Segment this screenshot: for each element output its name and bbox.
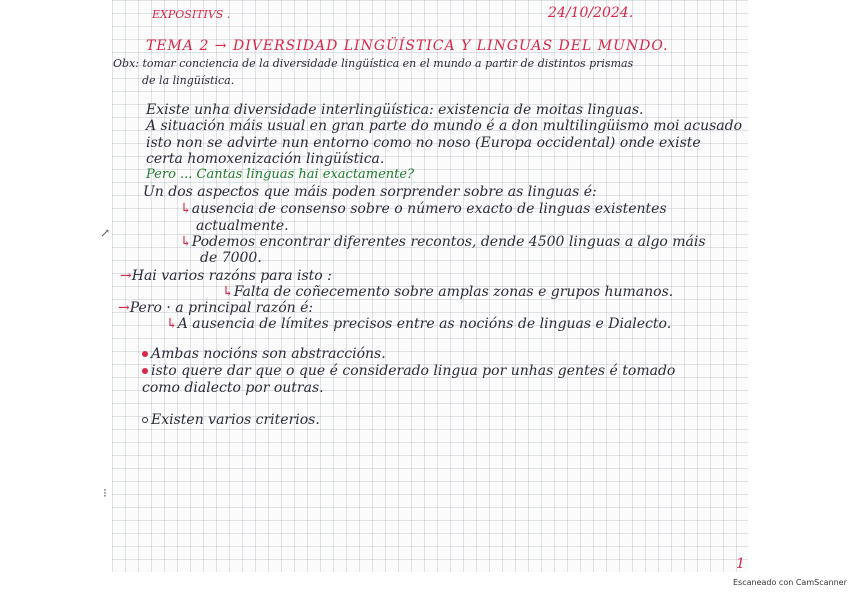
return-arrow-icon: ↳	[180, 234, 192, 250]
reason-1: ↳Falta de coñecemento sobre amplas zonas e grupos humanos.	[222, 284, 674, 300]
aspect-2-line-2: de 7000.	[200, 250, 262, 266]
aspects-intro: Un dos aspectos que máis poden sorprender sobre as linguas é:	[143, 184, 597, 200]
header-date: 24/10/2024.	[548, 5, 634, 21]
question-line: Pero ... Cantas linguas hai exactamente?	[146, 167, 415, 182]
right-arrow-icon: →	[120, 268, 132, 284]
margin-mark-icon: ↗	[100, 226, 111, 240]
para1-line-4: certa homoxenización lingüística.	[146, 151, 385, 167]
return-arrow-icon: ↳	[222, 284, 234, 300]
aspect-1-text: ausencia de consenso sobre o número exacto de linguas existentes	[191, 201, 667, 217]
return-arrow-icon: ↳	[166, 316, 178, 332]
bullet-1: Ambas nocións son abstraccións.	[142, 346, 386, 362]
reasons-intro: →Hai varios razóns para isto :	[120, 268, 332, 284]
objective-line-2: de la lingüística.	[142, 74, 235, 87]
margin-dot-icon: ⁝	[103, 486, 107, 500]
aspect-2-line-1	[180, 234, 706, 250]
page-number: 1	[736, 556, 745, 572]
aspect-2-text: Podemos encontrar diferentes recontos, dende 4500 linguas a algo máis	[191, 234, 706, 250]
objective-line-1: Obx: tomar conciencia de la diversidade lingüística en el mundo a partir de distintos prismas	[113, 57, 634, 70]
aspect-1-line-2: actualmente.	[196, 218, 289, 234]
red-bullet-icon	[142, 351, 148, 357]
criteria-line: Existen varios criterios.	[142, 412, 320, 428]
scanner-watermark: Escaneado con CamScanner	[733, 578, 847, 587]
reason-2: ↳A ausencia de límites precisos entre as nocións de linguas e Dialecto.	[166, 316, 672, 332]
red-bullet-icon	[142, 368, 148, 374]
para1-line-1: Existe unha diversidade interlingüística: existencia de moitas linguas.	[146, 102, 644, 118]
hollow-bullet-icon	[142, 417, 148, 423]
pero-line: →Pero · a principal razón é:	[118, 300, 314, 316]
right-arrow-icon: →	[118, 300, 130, 316]
return-arrow-icon: ↳	[180, 201, 192, 217]
para1-line-2: A situación máis usual en gran parte do mundo é a don multilingüismo moi acusado	[146, 118, 743, 134]
bullet-2-line-1: isto quere dar que o que é considerado lingua por unhas gentes é tomado	[142, 363, 675, 379]
aspect-1-line-1	[180, 201, 667, 217]
header-left: EXPOSITIVS .	[152, 8, 231, 21]
bullet-2-line-2: como dialecto por outras.	[142, 380, 324, 396]
para1-line-3: isto non se advirte nun entorno como no noso (Europa occidental) onde existe	[146, 135, 701, 151]
page-title: TEMA 2 → DIVERSIDAD LINGÜÍSTICA Y LINGUAS DEL MUNDO.	[146, 38, 669, 54]
